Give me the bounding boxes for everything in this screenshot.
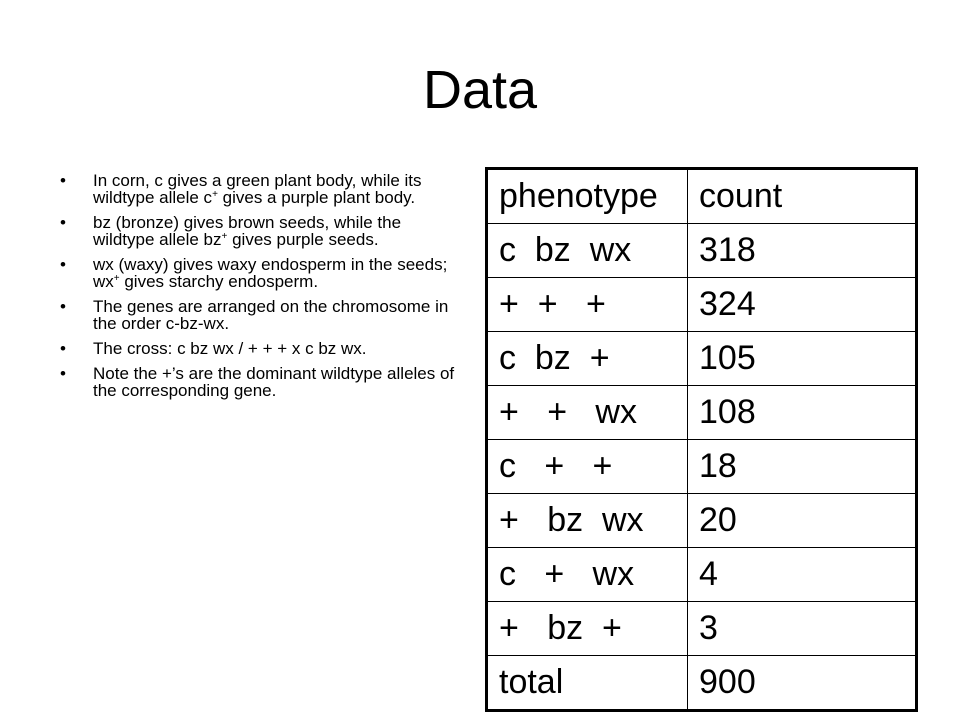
bullet-superscript: + bbox=[221, 231, 228, 242]
bullet-item bbox=[56, 340, 458, 357]
table-total-row bbox=[487, 655, 917, 710]
bullet-text: The genes are arranged on the chromosome in the order c-bz-wx. bbox=[93, 297, 449, 333]
slide-title: Data bbox=[422, 60, 538, 120]
table-row bbox=[487, 332, 917, 386]
phenotype-cell: + bz + bbox=[487, 601, 688, 655]
bullet-text: gives a purple plant body. bbox=[217, 188, 416, 207]
phenotype-cell: + + + bbox=[487, 278, 688, 332]
table-row bbox=[487, 601, 917, 655]
bullet-dot-icon: • bbox=[60, 364, 66, 383]
bullet-text: gives purple seeds. bbox=[227, 230, 379, 249]
bullet-text: bz (bronze) gives brown seeds, while the wildtype allele bz bbox=[93, 213, 402, 249]
table-header-row bbox=[487, 169, 917, 224]
phenotype-cell: + bz wx bbox=[487, 493, 688, 547]
count-cell: 105 bbox=[688, 332, 917, 386]
data-table-body bbox=[487, 169, 917, 711]
table-row bbox=[487, 547, 917, 601]
count-cell: 108 bbox=[688, 386, 917, 440]
table-row bbox=[487, 386, 917, 440]
bullet-list bbox=[56, 172, 458, 407]
bullet-text: gives starchy endosperm. bbox=[119, 272, 319, 291]
bullet-dot-icon: • bbox=[60, 339, 66, 358]
data-table bbox=[485, 167, 918, 712]
bullet-item bbox=[56, 214, 458, 248]
bullet-item bbox=[56, 172, 458, 206]
bullet-text: wx (waxy) gives waxy endosperm in the seeds; wx bbox=[93, 255, 448, 291]
bullet-item bbox=[56, 298, 458, 332]
bullet-text: In corn, c gives a green plant body, while its wildtype allele c bbox=[93, 171, 422, 207]
bullet-dot-icon: • bbox=[60, 255, 66, 274]
table-row bbox=[487, 493, 917, 547]
phenotype-cell: c + wx bbox=[487, 547, 688, 601]
phenotype-cell: c bz wx bbox=[487, 224, 688, 278]
count-cell: 318 bbox=[688, 224, 917, 278]
total-label-cell: total bbox=[487, 655, 688, 710]
bullet-text: The cross: c bz wx / + + + x c bz wx. bbox=[93, 339, 367, 358]
header-count: count bbox=[688, 169, 917, 224]
count-cell: 20 bbox=[688, 493, 917, 547]
table-row bbox=[487, 278, 917, 332]
header-phenotype: phenotype bbox=[487, 169, 688, 224]
bullet-text: Note the +’s are the dominant wildtype alleles of the corresponding gene. bbox=[93, 364, 455, 400]
bullet-item bbox=[56, 256, 458, 290]
phenotype-cell: c + + bbox=[487, 439, 688, 493]
bullet-dot-icon: • bbox=[60, 213, 66, 232]
phenotype-cell: c bz + bbox=[487, 332, 688, 386]
count-cell: 18 bbox=[688, 439, 917, 493]
count-cell: 324 bbox=[688, 278, 917, 332]
total-count-cell: 900 bbox=[688, 655, 917, 710]
bullet-dot-icon: • bbox=[60, 171, 66, 190]
bullet-superscript: + bbox=[113, 273, 120, 284]
bullet-superscript: + bbox=[212, 189, 218, 200]
phenotype-cell: + + wx bbox=[487, 386, 688, 440]
count-cell: 3 bbox=[688, 601, 917, 655]
table-row bbox=[487, 224, 917, 278]
bullet-item bbox=[56, 365, 458, 399]
bullet-dot-icon: • bbox=[60, 297, 66, 316]
table-row bbox=[487, 439, 917, 493]
count-cell: 4 bbox=[688, 547, 917, 601]
